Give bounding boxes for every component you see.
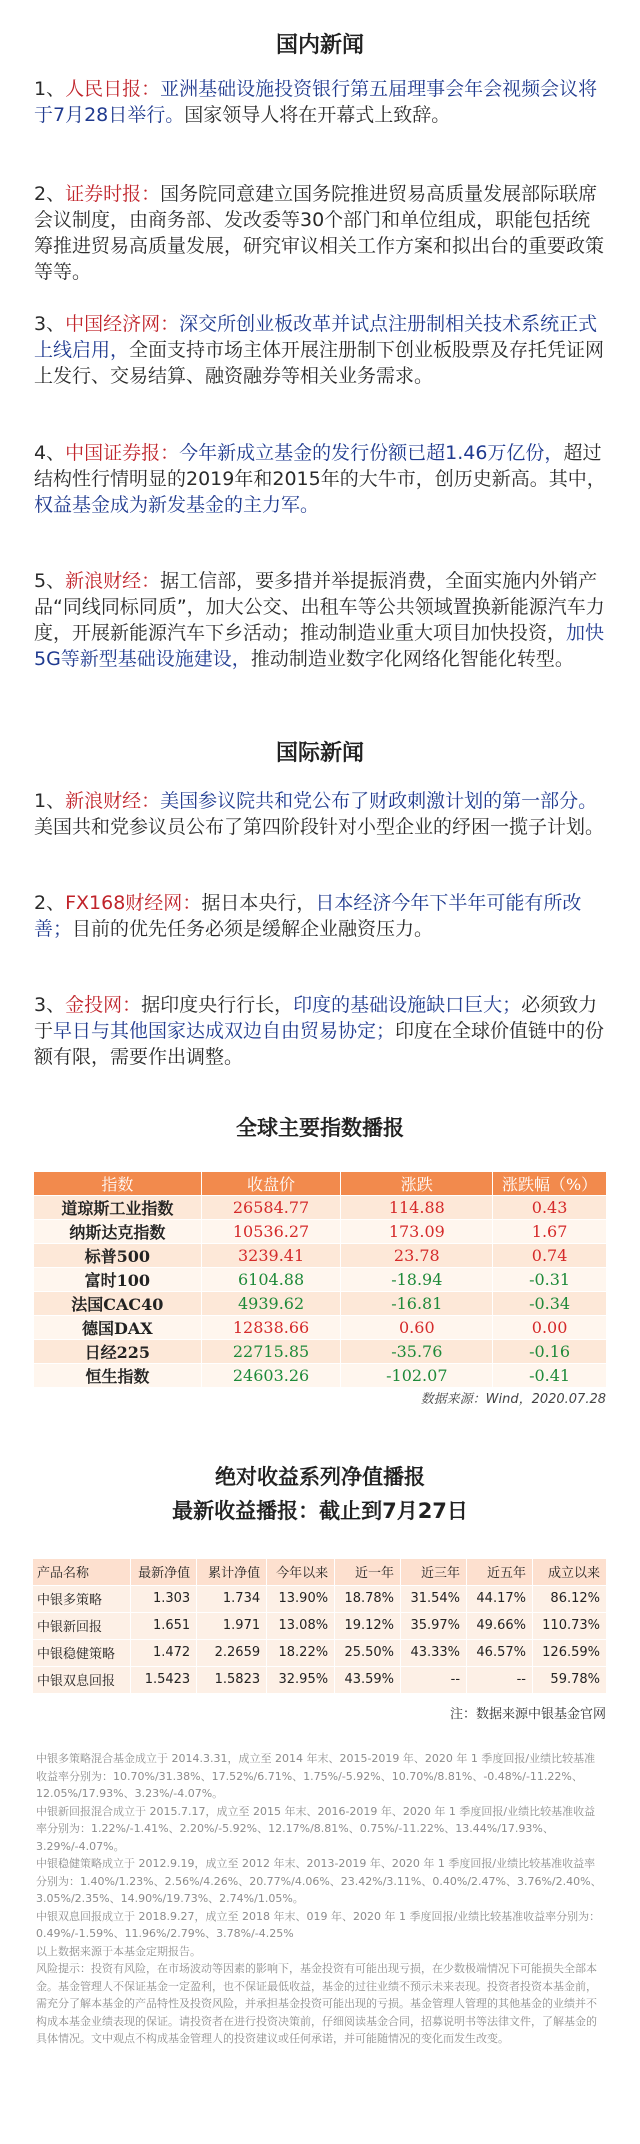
index-pct: -0.16 <box>493 1340 607 1364</box>
news-source[interactable]: 中国经济网 <box>65 313 161 335</box>
index-change: 0.60 <box>341 1316 493 1340</box>
index-close: 4939.62 <box>201 1292 341 1316</box>
separator: ： <box>141 78 161 100</box>
disclaimer-paragraph: 中银多策略混合基金成立于 2014.3.31，成立至 2014 年末、2015-2019 年、2020 年 1 季度回报/业绩比较基准收益率分别为：10.70%/31.38%、17.52%/6.71%、1.75%/-5.92%、10.70%/8.81%、-0.48%/-11.22%、12.05%/17.93%、3.23%/-4.07%。 <box>36 1752 596 1800</box>
latest-nav: 1.472 <box>131 1639 197 1666</box>
fund-section-title: 绝对收益系列净值播报 <box>215 1465 425 1489</box>
fund-table <box>33 1559 607 1693</box>
separator: ： <box>141 183 161 205</box>
since-inception-return: 126.59% <box>532 1639 606 1666</box>
index-name: 德国DAX <box>34 1316 202 1340</box>
index-row <box>34 1268 607 1292</box>
ytd-return: 18.22% <box>267 1639 335 1666</box>
index-row <box>34 1316 607 1340</box>
fund-source-note: 注：数据来源中银基金官网 <box>449 1707 606 1722</box>
news-highlight: 日本经济今年下半年可能有所改善； <box>34 892 582 940</box>
news-text: 国务院同意建立国务院推进贸易高质量发展部际联席会议制度，由商务部、发改委等30个部门和单位组成，职能包括统筹推进贸易高质量发展，研究审议相关工作方案和拟出台的重要政策等等。 <box>34 183 605 283</box>
item-number: 1、 <box>34 790 66 812</box>
index-pct: -0.34 <box>493 1292 607 1316</box>
separator: ： <box>160 442 180 464</box>
index-change: 114.88 <box>341 1196 493 1220</box>
col-header-close: 收盘价 <box>201 1172 341 1196</box>
domestic-news-item-1 <box>34 76 606 128</box>
index-row <box>34 1292 607 1316</box>
separator: ： <box>141 790 161 812</box>
news-text-pre: 据日本央行， <box>201 892 316 914</box>
index-close: 26584.77 <box>201 1196 341 1220</box>
index-change: 23.78 <box>341 1244 493 1268</box>
item-number: 2、 <box>34 892 66 914</box>
news-highlight: 加快5G等新型基础设施建设， <box>34 622 605 670</box>
news-source[interactable]: 人民日报 <box>65 78 142 100</box>
latest-nav: 1.303 <box>131 1585 197 1612</box>
domestic-news-item-3 <box>34 311 606 389</box>
news-highlight: 印度的基础设施缺口巨大； <box>293 994 522 1016</box>
latest-nav: 1.651 <box>131 1612 197 1639</box>
index-name: 纳斯达克指数 <box>34 1220 202 1244</box>
product-name: 中银新回报 <box>33 1612 131 1639</box>
news-text: 国家领导人将在开幕式上致辞。 <box>184 104 451 126</box>
col-header-index: 指数 <box>34 1172 202 1196</box>
col-header-3y: 近三年 <box>401 1559 467 1585</box>
news-source[interactable]: FX168财经网 <box>65 892 183 914</box>
news-text-2: 推动制造业数字化网络化智能化转型。 <box>250 648 574 670</box>
col-header-product: 产品名称 <box>33 1559 131 1585</box>
index-row <box>34 1340 607 1364</box>
item-number: 2、 <box>34 183 66 205</box>
col-header-latest-nav: 最新净值 <box>131 1559 197 1585</box>
domestic-news-item-5 <box>34 568 606 672</box>
one-year-return: 18.78% <box>335 1585 401 1612</box>
international-news-item-2 <box>34 890 606 942</box>
news-source[interactable]: 中国证券报 <box>65 442 161 464</box>
index-row <box>34 1364 607 1388</box>
news-source[interactable]: 金投网 <box>65 994 123 1016</box>
index-name: 道琼斯工业指数 <box>34 1196 202 1220</box>
since-inception-return: 59.78% <box>532 1666 606 1693</box>
news-highlight: 今年新成立基金的发行份额已超1.46万亿份， <box>179 442 564 464</box>
news-highlight-2: 权益基金成为新发基金的主力军。 <box>34 494 320 516</box>
news-text: 据工信部，要多措并举提振消费，全面实施内外销产品“同线同标同质”，加大公交、出租车等公共领域置换新能源汽车力度，开展新能源汽车下乡活动；推动制造业重大项目加快投资， <box>34 570 605 644</box>
index-close: 24603.26 <box>201 1364 341 1388</box>
index-pct: 0.43 <box>493 1196 607 1220</box>
index-close: 12838.66 <box>201 1316 341 1340</box>
index-row <box>34 1244 607 1268</box>
index-close: 3239.41 <box>201 1244 341 1268</box>
index-row <box>34 1196 607 1220</box>
disclaimer-paragraph: 中银双息回报成立于 2018.9.27，成立至 2018 年末、019 年、2020 年 1 季度回报/业绩比较基准收益率分别为：0.49%/-1.59%、11.96%/2.79%、3.78%/-4.25% <box>36 1909 601 1940</box>
news-highlight: 美国参议院共和党公布了财政刺激计划的第一部分。 <box>160 790 598 812</box>
col-header-since-inception: 成立以来 <box>532 1559 606 1585</box>
item-number: 3、 <box>34 313 66 335</box>
news-highlight: 亚洲基础设施投资银行第五届理事会年会视频会议将于7月28日举行。 <box>34 78 598 126</box>
three-year-return: 35.97% <box>401 1612 467 1639</box>
ytd-return: 13.08% <box>267 1612 335 1639</box>
since-inception-return: 86.12% <box>532 1585 606 1612</box>
accum-nav: 1.5823 <box>197 1666 267 1693</box>
international-news-title: 国际新闻 <box>275 741 364 766</box>
fund-row <box>33 1585 607 1612</box>
fund-row <box>33 1612 607 1639</box>
product-name: 中银双息回报 <box>33 1666 131 1693</box>
latest-nav: 1.5423 <box>131 1666 197 1693</box>
domestic-news-item-2 <box>34 181 606 285</box>
col-header-change: 涨跌 <box>341 1172 493 1196</box>
index-name: 标普500 <box>34 1244 202 1268</box>
index-close: 6104.88 <box>201 1268 341 1292</box>
international-news-item-1 <box>34 788 606 840</box>
index-pct: -0.41 <box>493 1364 607 1388</box>
index-row <box>34 1220 607 1244</box>
disclaimer-paragraph: 中银稳健策略成立于 2012.9.19，成立至 2012 年末、2013-2019 年、2020 年 1 季度回报/业绩比较基准收益率分别为：1.40%/1.23%、2.56%/4.26%、20.77%/4.06%、23.42%/3.11%、0.40%/2.47%、3.76%/2.40%、3.05%/2.35%、14.90%/19.73%、2.74%/1.05%。 <box>36 1857 602 1905</box>
index-change: -102.07 <box>341 1364 493 1388</box>
news-source[interactable]: 证券时报 <box>65 183 142 205</box>
news-source[interactable]: 新浪财经 <box>65 790 142 812</box>
index-pct: -0.31 <box>493 1268 607 1292</box>
news-text: 必须致力于 <box>34 994 598 1042</box>
five-year-return: 46.57% <box>467 1639 533 1666</box>
separator: ： <box>182 892 202 914</box>
news-text-2: 印度在全球价值链中的份额有限，需要作出调整。 <box>34 1020 605 1068</box>
separator: ： <box>160 313 180 335</box>
news-highlight-2: 早日与其他国家达成双边自由贸易协定； <box>53 1020 396 1042</box>
index-source-note: 数据来源：Wind，2020.07.28 <box>420 1392 606 1407</box>
index-change: -35.76 <box>341 1340 493 1364</box>
col-header-accum-nav: 累计净值 <box>197 1559 267 1585</box>
since-inception-return: 110.73% <box>532 1612 606 1639</box>
separator: ： <box>122 994 142 1016</box>
ytd-return: 13.90% <box>267 1585 335 1612</box>
international-news-item-3 <box>34 992 606 1070</box>
news-highlight: 深交所创业板改革并试点注册制相关技术系统正式上线启用， <box>34 313 598 361</box>
accum-nav: 2.2659 <box>197 1639 267 1666</box>
news-text: 目前的优先任务必须是缓解企业融资压力。 <box>72 918 434 940</box>
three-year-return: 43.33% <box>401 1639 467 1666</box>
index-name: 恒生指数 <box>34 1364 202 1388</box>
product-name: 中银多策略 <box>33 1585 131 1612</box>
one-year-return: 43.59% <box>335 1666 401 1693</box>
disclaimer <box>36 1750 606 2048</box>
item-number: 3、 <box>34 994 66 1016</box>
domestic-news-title: 国内新闻 <box>275 33 364 58</box>
three-year-return: 31.54% <box>401 1585 467 1612</box>
news-text: 超过结构性行情明显的2019年和2015年的大牛市，创历史新高。其中， <box>34 442 606 490</box>
five-year-return: -- <box>467 1666 533 1693</box>
five-year-return: 49.66% <box>467 1612 533 1639</box>
index-close: 10536.27 <box>201 1220 341 1244</box>
accum-nav: 1.734 <box>197 1585 267 1612</box>
news-text-pre: 据印度央行行长， <box>141 994 294 1016</box>
index-pct: 1.67 <box>493 1220 607 1244</box>
col-header-1y: 近一年 <box>335 1559 401 1585</box>
index-change: -18.94 <box>341 1268 493 1292</box>
item-number: 1、 <box>34 78 66 100</box>
separator: ： <box>141 570 161 592</box>
index-name: 富时100 <box>34 1268 202 1292</box>
one-year-return: 19.12% <box>335 1612 401 1639</box>
disclaimer-paragraph: 以上数据来源于本基金定期报告。 <box>36 1944 201 1958</box>
index-change: 173.09 <box>341 1220 493 1244</box>
index-name: 日经225 <box>34 1340 202 1364</box>
domestic-news-item-4 <box>34 440 606 518</box>
three-year-return: -- <box>401 1666 467 1693</box>
index-change: -16.81 <box>341 1292 493 1316</box>
index-name: 法国CAC40 <box>34 1292 202 1316</box>
one-year-return: 25.50% <box>335 1639 401 1666</box>
ytd-return: 32.95% <box>267 1666 335 1693</box>
index-table <box>33 1171 607 1388</box>
index-close: 22715.85 <box>201 1340 341 1364</box>
fund-row <box>33 1666 607 1693</box>
disclaimer-paragraph: 中银新回报混合成立于 2015.7.17，成立至 2015 年末、2016-2019 年、2020 年 1 季度回报/业绩比较基准收益率分别为：1.22%/-1.41%、2.20%/-5.92%、12.17%/8.81%、0.75%/-11.22%、13.44%/17.93%、3.29%/-4.07%。 <box>36 1804 596 1853</box>
item-number: 5、 <box>34 570 66 592</box>
product-name: 中银稳健策略 <box>33 1639 131 1666</box>
index-table-header <box>34 1172 607 1196</box>
news-source[interactable]: 新浪财经 <box>65 570 142 592</box>
news-text: 美国共和党参议员公布了第四阶段针对小型企业的纾困一揽子计划。 <box>34 816 605 838</box>
fund-row <box>33 1639 607 1666</box>
five-year-return: 44.17% <box>467 1585 533 1612</box>
item-number: 4、 <box>34 442 66 464</box>
news-text: 全面支持市场主体开展注册制下创业板股票及存托凭证网上发行、交易结算、融资融券等相关业务需求。 <box>34 339 605 387</box>
index-pct: 0.74 <box>493 1244 607 1268</box>
fund-section-subtitle: 最新收益播报：截止到7月27日 <box>172 1499 468 1523</box>
index-section-title: 全球主要指数播报 <box>236 1116 404 1140</box>
col-header-pct: 涨跌幅（%） <box>493 1172 607 1196</box>
fund-table-header <box>33 1559 607 1585</box>
col-header-ytd: 今年以来 <box>267 1559 335 1585</box>
accum-nav: 1.971 <box>197 1612 267 1639</box>
disclaimer-paragraph: 风险提示：投资有风险，在市场波动等因素的影响下，基金投资有可能出现亏损，在少数极端情况下可能损失全部本金。基金管理人不保证基金一定盈利，也不保证最低收益，基金的过往业绩不预示未来表现。投资者投资本基金前，需充分了解本基金的产品特性及投资风险，并承担基金投资可能出现的亏损。基金管理人管理的其他基金的业绩并不构成本基金业绩表现的保证。请投资者在进行投资决策前，仔细阅读基金合同，招募说明书等法律文件，了解基金的具体情况。文中观点不构成基金管理人的投资建议或任何承诺，并可能随情况的变化而发生改变。 <box>36 1962 597 2045</box>
index-pct: 0.00 <box>493 1316 607 1340</box>
col-header-5y: 近五年 <box>467 1559 533 1585</box>
